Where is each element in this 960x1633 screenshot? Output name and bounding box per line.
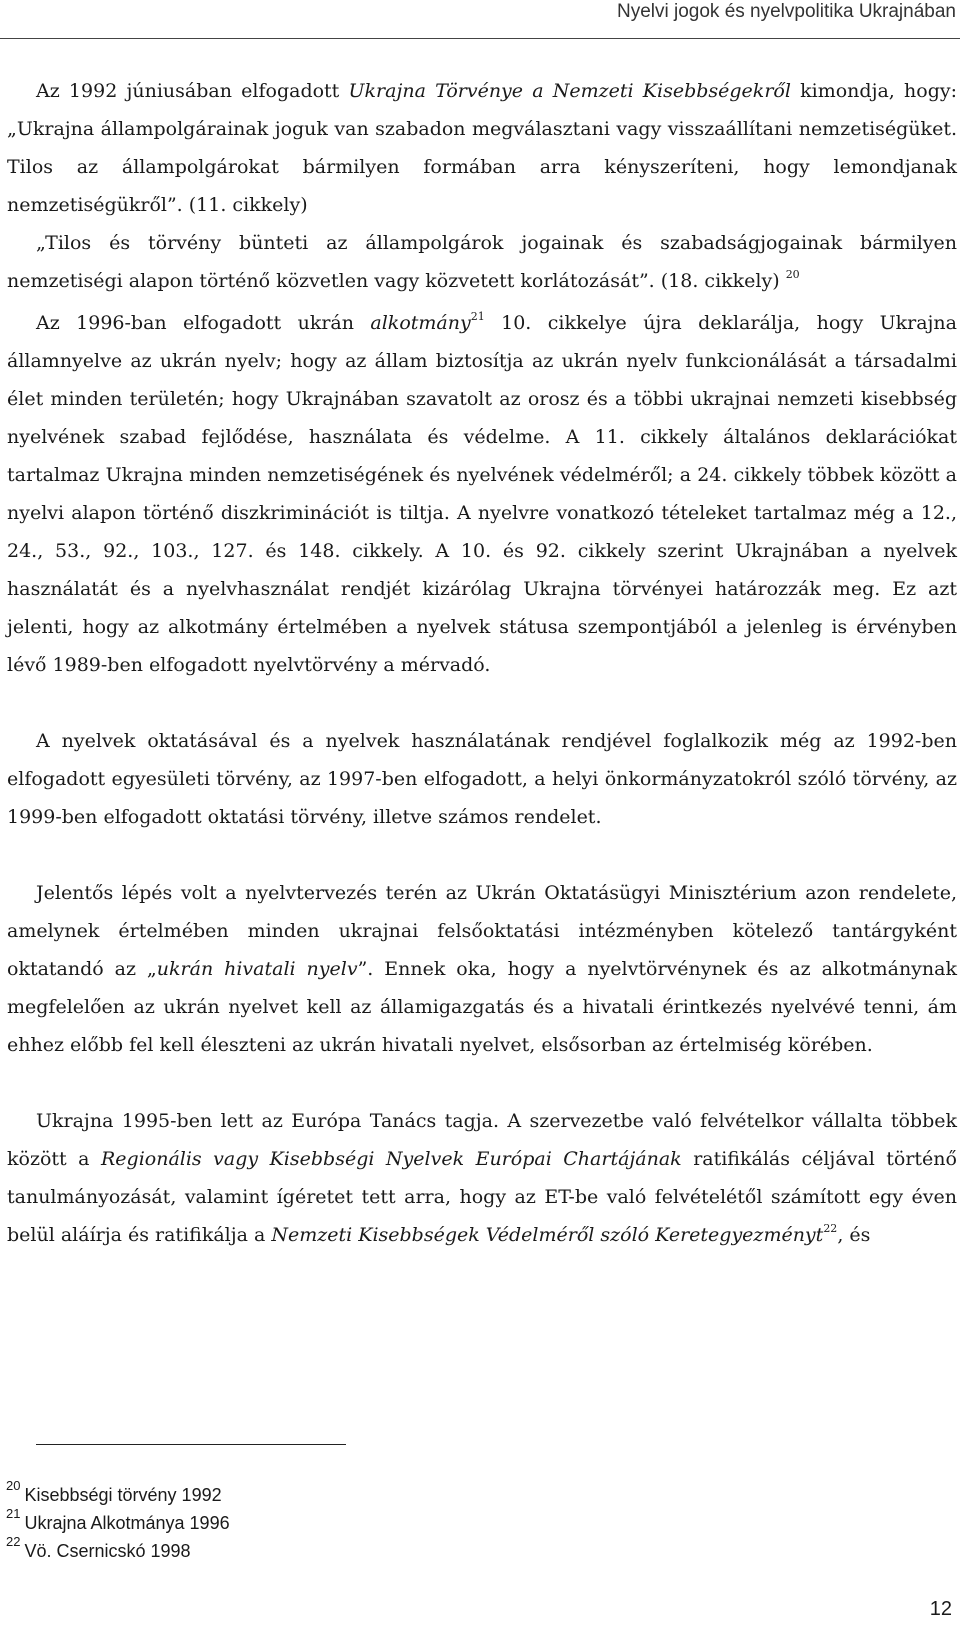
para5-text-start: Jelentős lépés volt a nyelvtervezés terén az Ukrán Oktatásügyi Minisztérium azon rendelete, amelynek értelmében minden ukrajnai felsőoktatási intézményben kötelező tantárgyként oktatandó az „ — [7, 882, 957, 980]
header-title: Nyelvi jogok és nyelvpolitika Ukrajnában — [616, 1, 956, 22]
paragraph-5 — [7, 874, 957, 1064]
footnote-number: 20 — [6, 1478, 21, 1493]
running-header — [0, 0, 960, 39]
para1-text-start: Az 1992 júniusában elfogadott — [36, 80, 349, 102]
footnote-ref-22[interactable]: 22 — [823, 1221, 838, 1235]
footnote-separator — [36, 1444, 346, 1445]
para3-text-start: Az 1996-ban elfogadott ukrán — [36, 312, 371, 334]
para6-text-start: Ukrajna 1995-ben lett az Európa Tanács tagja. A szervezetbe való felvételkor vállalta többek között a — [7, 1110, 957, 1170]
official-language-italic: ukrán hivatali nyelv — [156, 958, 358, 980]
para4-text: A nyelvek oktatásával és a nyelvek használatának rendjével foglalkozik még az 1992-ben elfogadott egyesületi törvény, az 1997-ben elfogadott, a helyi önkormányzatokról szóló törvény, az 1999-ben elfogadott oktatási törvény, illetve számos rendelet. — [7, 730, 957, 828]
footnote-text: Vö. Csernicskó 1998 — [24, 1541, 191, 1561]
footnotes — [6, 1478, 230, 1565]
footnote-20 — [6, 1478, 230, 1509]
convention-title-italic: Nemzeti Kisebbségek Védelméről szóló Keretegyezményt — [271, 1224, 824, 1246]
para1-text-end: kimondja, hogy: „Ukrajna állampolgárainak joguk van szabadon megválasztani vagy visszaállítani nemzetiségüket. Tilos az állampolgárokat bármilyen formában arra kényszeríteni, hogy lemondjanak nemzetiségükről”. (11. cikkely) — [7, 80, 957, 216]
footnote-text: Kisebbségi törvény 1992 — [24, 1485, 222, 1505]
para2-text: „Tilos és törvény bünteti az állampolgárok jogainak és szabadságjogainak bármilyen nemzetiségi alapon történő közvetlen vagy közvetett korlátozását”. (18. cikkely) — [7, 232, 957, 292]
footnote-21 — [6, 1506, 230, 1537]
footnote-number: 22 — [6, 1534, 21, 1549]
paragraph-1 — [7, 72, 957, 224]
paragraph-3 — [7, 304, 957, 684]
para6-text-end: , és — [837, 1224, 871, 1246]
footnote-ref-21[interactable]: 21 — [470, 309, 485, 323]
law-title-italic: Ukrajna Törvénye a Nemzeti Kisebbségekről — [348, 80, 791, 102]
charter-title-italic: Regionális vagy Kisebbségi Nyelvek Európai Chartájának — [100, 1148, 682, 1170]
body-text — [7, 72, 957, 1254]
paragraph-2 — [7, 224, 957, 300]
page-number: 12 — [929, 1598, 952, 1620]
para6-text-mid: ratifikálás céljával történő tanulmányozását, valamint ígéretet tett arra, hogy az ET-be való felvételétől számított egy éven belül aláírja és ratifikálja a — [7, 1148, 957, 1246]
footnote-22 — [6, 1534, 230, 1565]
footnote-ref-20[interactable]: 20 — [785, 267, 800, 281]
constitution-italic: alkotmány — [370, 312, 471, 334]
footnote-text: Ukrajna Alkotmánya 1996 — [24, 1513, 230, 1533]
para5-text-end: ”. Ennek oka, hogy a nyelvtörvénynek és az alkotmánynak megfelelően az ukrán nyelvet kell az államigazgatás és a hivatali érintkezés nyelvévé tenni, ám ehhez előbb fel kell éleszteni az ukrán hivatali nyelvet, elsősorban az értelmiség körében. — [7, 958, 957, 1056]
paragraph-4 — [7, 722, 957, 836]
paragraph-6 — [7, 1102, 957, 1254]
footnote-number: 21 — [6, 1506, 21, 1521]
para3-text-end: 10. cikkelye újra deklarálja, hogy Ukrajna államnyelve az ukrán nyelv; hogy az állam biztosítja az ukrán nyelv funkcionálását a társadalmi élet minden területén; hogy Ukrajnában szavatolt az orosz és a többi ukrajnai nemzeti kisebbség nyelvének szabad fejlődése, használata és védelme. A 11. cikkely általános deklarációkat tartalmaz Ukrajna minden nemzetiségének és nyelvének védelméről; a 24. cikkely többek között a nyelvi alapon történő diszkriminációt is tiltja. A nyelvre vonatkozó tételeket tartalmaz még a 12., 24., 53., 92., 103., 127. és 148. cikkely. A 10. és 92. cikkely szerint Ukrajnában a nyelvek használatát és a nyelvhasználat rendjét kizárólag Ukrajna törvényei határozzák meg. Ez azt jelenti, hogy az alkotmány értelmében a nyelvek státusa szempontjából a jelenleg is érvényben lévő 1989-ben elfogadott nyelvtörvény a mérvadó. — [7, 312, 957, 676]
